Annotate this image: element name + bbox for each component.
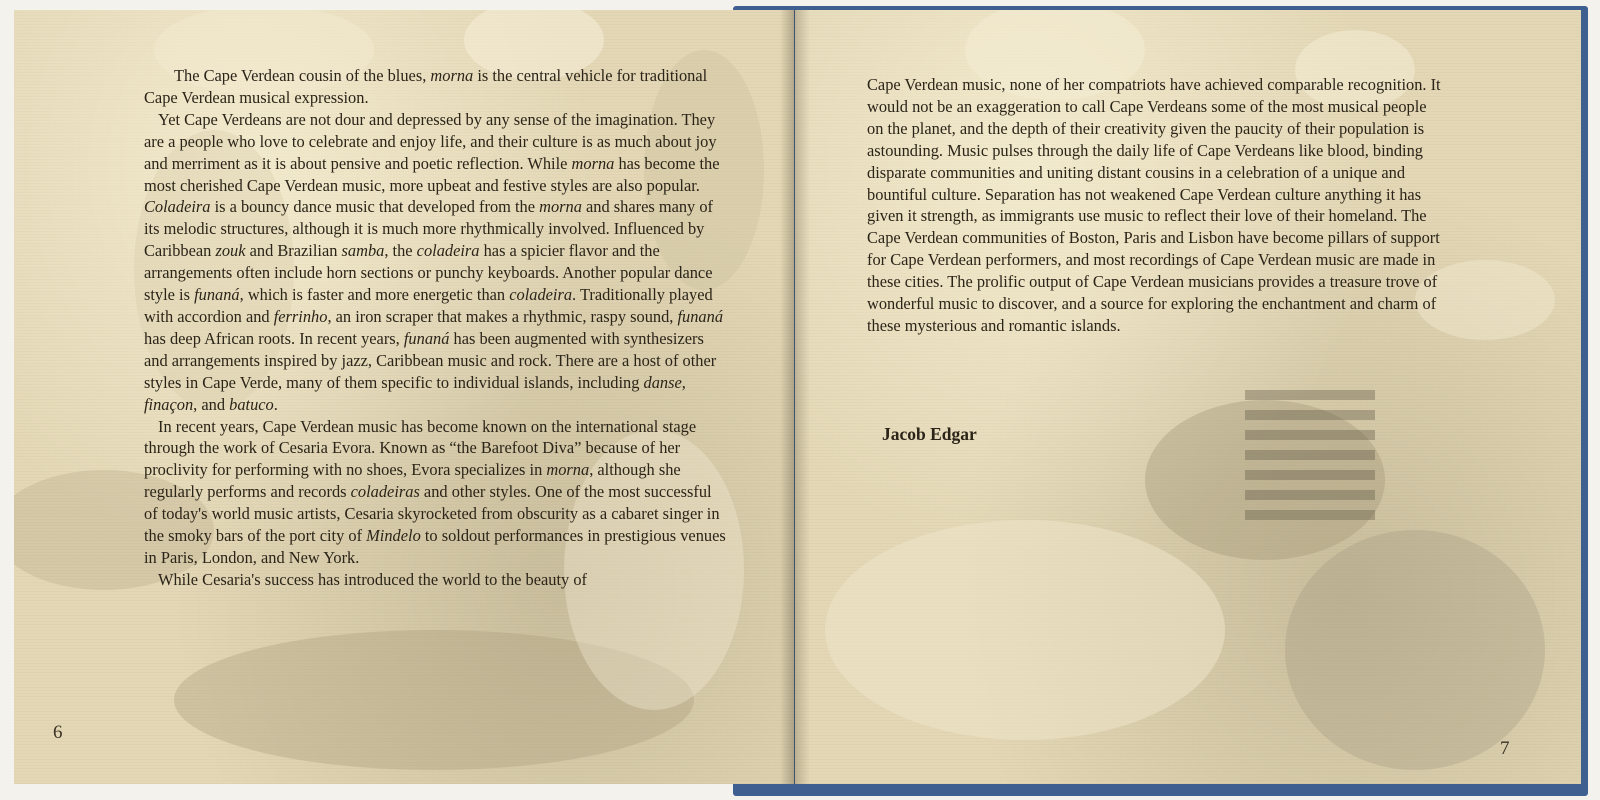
- italic-term: coladeira: [416, 241, 480, 261]
- page-number-right: 7: [1500, 738, 1510, 759]
- italic-term: coladeiras: [350, 482, 420, 502]
- page-number-left: 6: [53, 722, 63, 743]
- right-page-text: [867, 74, 1447, 337]
- author-byline: Jacob Edgar: [882, 424, 977, 444]
- left-page: [14, 10, 794, 784]
- italic-term: zouk: [215, 241, 246, 261]
- italic-term: morna: [571, 153, 615, 173]
- italic-term: funaná: [194, 285, 240, 305]
- italic-term: finaçon: [144, 394, 194, 414]
- paragraph: Yet Cape Verdeans are not dour and depressed by any sense of the imagination. They are a people who love to celebrate and enjoy life, and their culture is as much about joy and merriment as it is about pensive and poetic reflection. While morna has become the most cherished Cape Verdean music, more upbeat and festive styles are also popular. Coladeira is a bouncy dance music that developed from the morna and shares many of its melodic structures, although it is much more rhythmically involved. Influenced by Caribbean zouk and Brazilian samba, the coladeira has a spicier flavor and the arrangements often include horn sections or punchy keyboards. Another popular dance style is funaná, which is faster and more energetic than coladeira. Traditionally played with accordion and ferrinho, an iron scraper that makes a rhythmic, raspy sound, funaná has deep African roots. In recent years, funaná has been augmented with synthesizers and arrangements inspired by jazz, Caribbean music and rock. There are a host of other styles in Cape Verde, many of them specific to individual islands, including danse, finaçon, and batuco.: [144, 109, 724, 414]
- italic-term: batuco: [229, 394, 274, 414]
- paragraph: In recent years, Cape Verdean music has become known on the international stage through the work of Cesaria Evora. Known as “the Barefoot Diva” because of her proclivity for performing with no shoes, Evora specializes in morna, although she regularly performs and records coladeiras and other styles. One of the most successful of today's world music artists, Cesaria skyrocketed from obscurity as a cabaret singer in the smoky bars of the port city of Mindelo to soldout performances in prestigious venues in Paris, London, and New York.: [144, 416, 726, 567]
- italic-term: morna: [430, 66, 474, 85]
- italic-term: samba: [341, 241, 385, 261]
- italic-term: Coladeira: [144, 197, 211, 217]
- italic-term: funaná: [677, 306, 724, 326]
- italic-term: morna: [546, 460, 590, 480]
- italic-term: danse: [643, 372, 682, 392]
- italic-term: Mindelo: [366, 526, 421, 546]
- left-page-text: [144, 65, 726, 591]
- paragraph: While Cesaria's success has introduced the world to the beauty of: [158, 569, 587, 589]
- photo-shape: [1285, 530, 1545, 770]
- paragraph: The Cape Verdean cousin of the blues, morna is the central vehicle for traditional Cape Verdean musical expression.: [144, 66, 708, 107]
- italic-term: coladeira: [509, 285, 573, 305]
- paragraph: Cape Verdean music, none of her compatriots have achieved comparable recognition. It would not be an exaggeration to call Cape Verdeans some of the most musical people on the planet, and the depth of their creativity given the paucity of their population is astounding. Music pulses through the daily life of Cape Verdeans like blood, binding disparate communities and uniting distant cousins in a celebration of a unique and bountiful culture. Separation has not weakened Cape Verdean culture anything it has given it strength, as immigrants use music to reflect their love of their homeland. The Cape Verdean communities of Boston, Paris and Lisbon have become pillars of support for Cape Verdean performers, and most recordings of Cape Verdean music are made in these cities. The prolific output of Cape Verdean musicians provides a treasure trove of wonderful music to discover, and a source for exploring the enchantment and charm of these mysterious and romantic islands.: [867, 75, 1441, 335]
- italic-term: morna: [539, 197, 582, 217]
- italic-term: ferrinho: [273, 306, 328, 326]
- right-page: [795, 10, 1581, 784]
- photo-shape: [825, 520, 1225, 740]
- italic-term: funaná: [403, 328, 450, 348]
